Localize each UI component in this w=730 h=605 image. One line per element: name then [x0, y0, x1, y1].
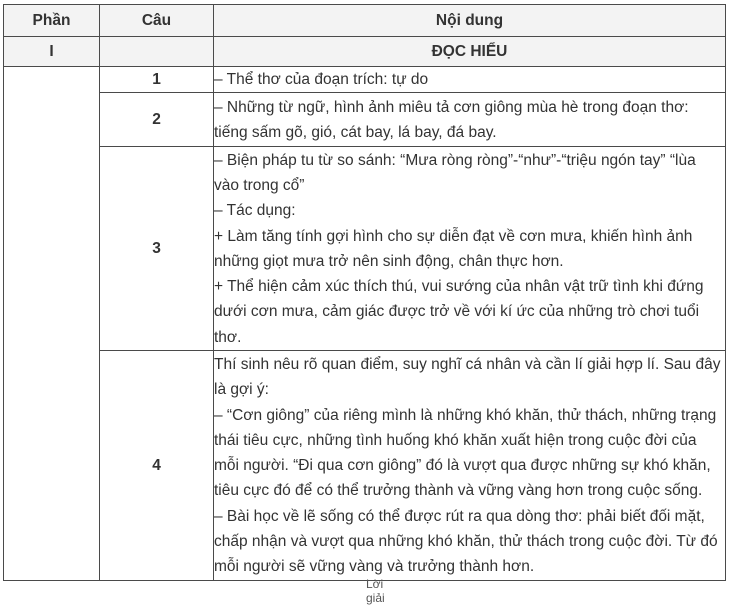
content-line: dưới cơn mưa, cảm giác được trở về với kí ức của những trò chơi tuổi — [214, 303, 700, 321]
content-line: mỗi người. “Đi qua cơn giông” đó là vượt qua được những sự khó khăn, — [214, 457, 711, 475]
question-row-4 — [4, 351, 726, 581]
question-row-3 — [4, 147, 726, 351]
content-line: chấp nhận và vượt qua những khó khăn, thử thách trong cuộc đời. Từ đó — [214, 533, 718, 551]
content-line: là gợi ý: — [214, 381, 269, 399]
question-row-1 — [4, 67, 726, 93]
question-number: 1 — [100, 67, 214, 93]
content-line: – Những từ ngữ, hình ảnh miêu tả cơn giông mùa hè trong đoạn thơ: — [214, 98, 689, 116]
content-line: những giọt mưa trở nên sinh động, chân thực hơn. — [214, 252, 564, 270]
content-line: – “Cơn giông” của riêng mình là những khó khăn, thử thách, những trạng — [214, 406, 717, 424]
content-line: – Bài học về lẽ sống có thể được rút ra qua dòng thơ: phải biết đối mặt, — [214, 507, 705, 525]
answer-content — [214, 93, 726, 147]
content-line: tiếng sấm gõ, gió, cát bay, lá bay, đá bay. — [214, 123, 497, 141]
header-content: Nội dung — [214, 5, 726, 37]
content-line: – Thể thơ của đoạn trích: tự do — [214, 71, 429, 88]
content-line: + Làm tăng tính gợi hình cho sự diễn đạt về cơn mưa, khiến hình ảnh — [214, 227, 693, 245]
content-line: vào trong cổ” — [214, 176, 305, 194]
content-line: thái tiêu cực, những tình huống khó khăn xuất hiện trong cuộc đời của — [214, 431, 697, 449]
header-question: Câu — [100, 5, 214, 37]
content-line: – Biện pháp tu từ so sánh: “Mưa ròng ròng”-“như”-“triệu ngón tay” “lùa — [214, 151, 696, 169]
answer-content — [214, 67, 726, 93]
content-line: thơ. — [214, 328, 242, 346]
question-number: 4 — [100, 351, 214, 581]
answer-content — [214, 147, 726, 351]
content-line: tiêu cực đó để có thể trưởng thành và vững vàng hơn trong cuộc sống. — [214, 482, 703, 500]
question-number: 2 — [100, 93, 214, 147]
header-row — [4, 5, 726, 37]
content-line: – Tác dụng: — [214, 202, 296, 220]
content-line: Thí sinh nêu rõ quan điểm, suy nghĩ cá nhân và cần lí giải hợp lí. Sau đây — [214, 355, 721, 373]
section-title: ĐỌC HIỂU — [214, 37, 726, 67]
part-cell-empty — [4, 67, 100, 581]
content-line: mỗi người sẽ vững vàng và trưởng thành hơn. — [214, 558, 535, 576]
header-part: Phần — [4, 5, 100, 37]
question-number: 3 — [100, 147, 214, 351]
content-line: + Thể hiện cảm xúc thích thú, vui sướng của nhân vật trữ tình khi đứng — [214, 278, 704, 296]
section-empty — [100, 37, 214, 67]
section-row — [4, 37, 726, 67]
question-row-2 — [4, 93, 726, 147]
footer-text-cut: Lời giải — [366, 577, 385, 605]
section-part: I — [4, 37, 100, 67]
